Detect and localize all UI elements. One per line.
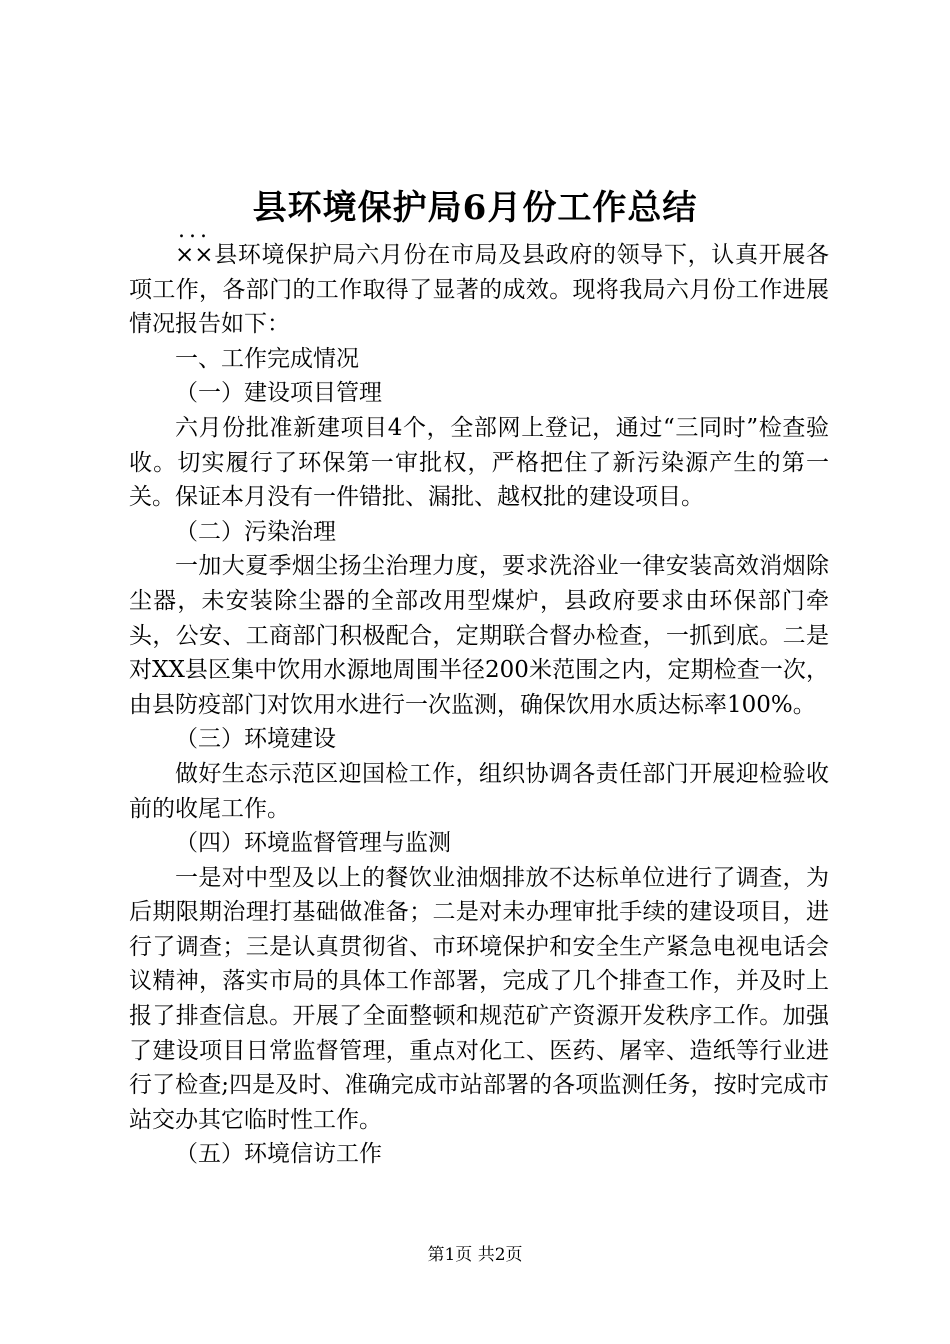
subsection-heading-construction: （一）建设项目管理	[175, 380, 382, 407]
subsection-heading-petition: （五）环境信访工作	[175, 1141, 382, 1168]
intro-paragraph: ××县环境保护局六月份在市局及县政府的领导下，认真开展各项工作，各部门的工作取得了显著的成效。现将我局六月份工作进展情况报告如下：	[129, 242, 829, 338]
paragraph-environment: 做好生态示范区迎国检工作，组织协调各责任部门开展迎检验收前的收尾工作。	[129, 760, 829, 822]
paragraph-pollution: 一加大夏季烟尘扬尘治理力度，要求洗浴业一律安装高效消烟除尘器，未安装除尘器的全部改用型煤炉，县政府要求由环保部门牵头，公安、工商部门积极配合，定期联合督办检查，一抓到底。二是对XX县区集中饮用水源地周围半径200米范围之内，定期检查一次，由县防疫部门对饮用水进行一次监测，确保饮用水质达标率100%。	[129, 553, 829, 718]
document-title: 县环境保护局6月份工作总结	[252, 188, 698, 228]
paragraph-construction: 六月份批准新建项目4个，全部网上登记，通过“三同时”检查验收。切实履行了环保第一审批权，严格把住了新污染源产生的第一关。保证本月没有一件错批、漏批、越权批的建设项目。	[129, 414, 829, 511]
subsection-heading-supervision: （四）环境监督管理与监测	[175, 830, 451, 857]
ellipsis-marker: ...	[178, 218, 211, 243]
subsection-heading-environment: （三）环境建设	[175, 726, 336, 753]
paragraph-supervision: 一是对中型及以上的餐饮业油烟排放不达标单位进行了调查，为后期限期治理打基础做准备；二是对未办理审批手续的建设项目，进行了调查；三是认真贯彻省、市环境保护和安全生产紧急电视电话会议精神，落实市局的具体工作部署，完成了几个排查工作，并及时上报了排查信息。开展了全面整顿和规范矿产资源开发秩序工作。加强了建设项目日常监督管理，重点对化工、医药、屠宰、造纸等行业进行了检查;四是及时、准确完成市站部署的各项监测任务，按时完成市站交办其它临时性工作。	[129, 864, 829, 1133]
document-body	[129, 238, 829, 1172]
page-footer: 第1页 共2页	[427, 1245, 523, 1265]
subsection-heading-pollution: （二）污染治理	[175, 518, 336, 545]
section-heading-completion: 一、工作完成情况	[175, 345, 359, 372]
